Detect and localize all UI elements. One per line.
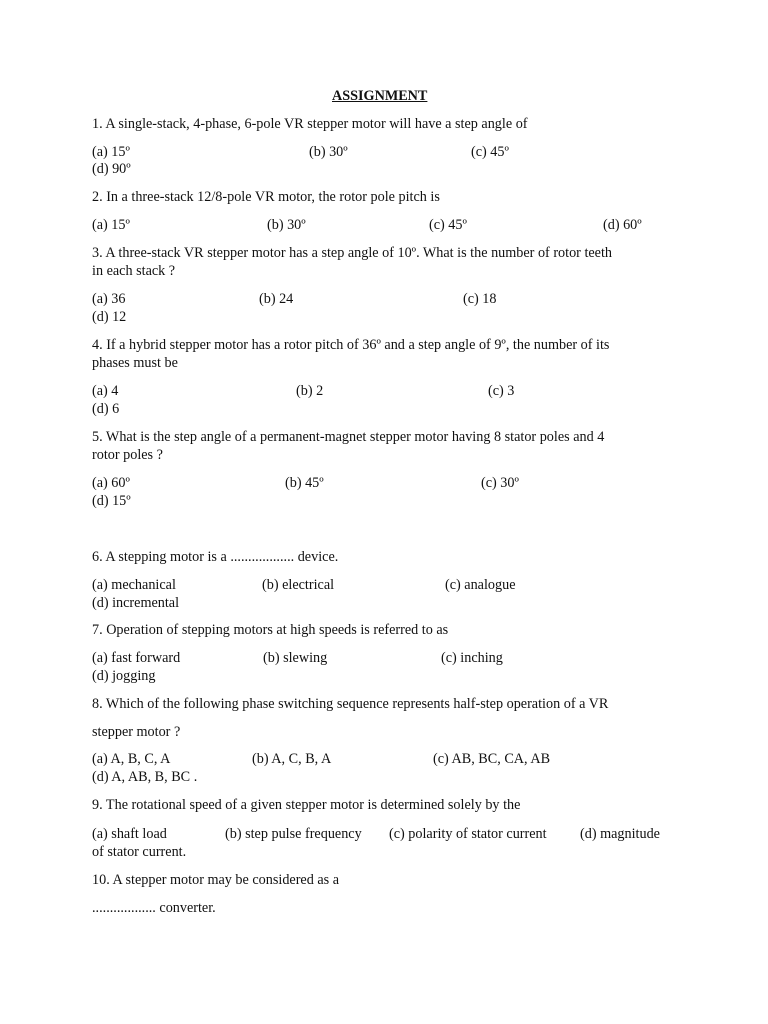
option-c: (c) 30º: [481, 475, 519, 491]
option-c: (c) polarity of stator current: [389, 826, 547, 842]
option-a: (a) 60º: [92, 475, 130, 491]
question-text-cont: rotor poles ?: [92, 447, 163, 463]
option-c: (c) analogue: [445, 577, 516, 593]
option-d: (d) 6: [92, 401, 120, 417]
option-d: (d) A, AB, B, BC .: [92, 769, 198, 785]
option-a: (a) 15º: [92, 144, 130, 160]
option-d: (d) incremental: [92, 595, 180, 611]
question-text: 9. The rotational speed of a given stepper motor is determined solely by the: [92, 797, 521, 813]
option-b: (b) electrical: [262, 577, 335, 593]
option-b: (b) slewing: [263, 650, 328, 666]
page-title: ASSIGNMENT: [332, 88, 428, 104]
question-text-cont: .................. converter.: [92, 900, 216, 916]
option-d: (d) 12: [92, 309, 127, 325]
option-a: (a) 4: [92, 383, 119, 399]
question-text: 10. A stepper motor may be considered as a: [92, 872, 340, 888]
option-d: (d) 60º: [603, 217, 642, 233]
option-b: (b) 24: [259, 291, 294, 307]
option-a: (a) 15º: [92, 217, 130, 233]
option-c: (c) AB, BC, CA, AB: [433, 751, 551, 767]
question-text-cont: stepper motor ?: [92, 724, 181, 740]
option-c: (c) inching: [441, 650, 503, 666]
option-b: (b) 30º: [309, 144, 348, 160]
option-d-cont: of stator current.: [92, 844, 187, 860]
question-text: 1. A single-stack, 4-phase, 6-pole VR stepper motor will have a step angle of: [92, 116, 528, 132]
question-text-cont: phases must be: [92, 355, 178, 371]
question-text: 2. In a three-stack 12/8-pole VR motor, the rotor pole pitch is: [92, 189, 440, 205]
option-a: (a) 36: [92, 291, 126, 307]
question-text-cont: in each stack ?: [92, 263, 176, 279]
option-a: (a) fast forward: [92, 650, 181, 666]
option-b: (b) 45º: [285, 475, 324, 491]
option-b: (b) A, C, B, A: [252, 751, 332, 767]
option-c: (c) 18: [463, 291, 497, 307]
option-a: (a) A, B, C, A: [92, 751, 171, 767]
option-a: (a) shaft load: [92, 826, 167, 842]
option-d: (d) 15º: [92, 493, 131, 509]
option-d: (d) magnitude: [580, 826, 660, 842]
option-b: (b) 30º: [267, 217, 306, 233]
question-text: 4. If a hybrid stepper motor has a rotor pitch of 36º and a step angle of 9º, the number of its: [92, 337, 610, 353]
option-b: (b) 2: [296, 383, 324, 399]
option-c: (c) 45º: [471, 144, 509, 160]
question-text: 6. A stepping motor is a .................. device.: [92, 549, 339, 565]
question-text: 3. A three-stack VR stepper motor has a step angle of 10º. What is the number of rotor teeth: [92, 245, 613, 261]
question-text: 5. What is the step angle of a permanent-magnet stepper motor having 8 stator poles and 4: [92, 429, 605, 445]
option-b: (b) step pulse frequency: [225, 826, 362, 842]
question-text: 8. Which of the following phase switching sequence represents half-step operation of a VR: [92, 696, 609, 712]
option-d: (d) jogging: [92, 668, 156, 684]
question-text: 7. Operation of stepping motors at high speeds is referred to as: [92, 622, 449, 638]
option-a: (a) mechanical: [92, 577, 176, 593]
option-c: (c) 3: [488, 383, 515, 399]
option-c: (c) 45º: [429, 217, 467, 233]
option-d: (d) 90º: [92, 161, 131, 177]
